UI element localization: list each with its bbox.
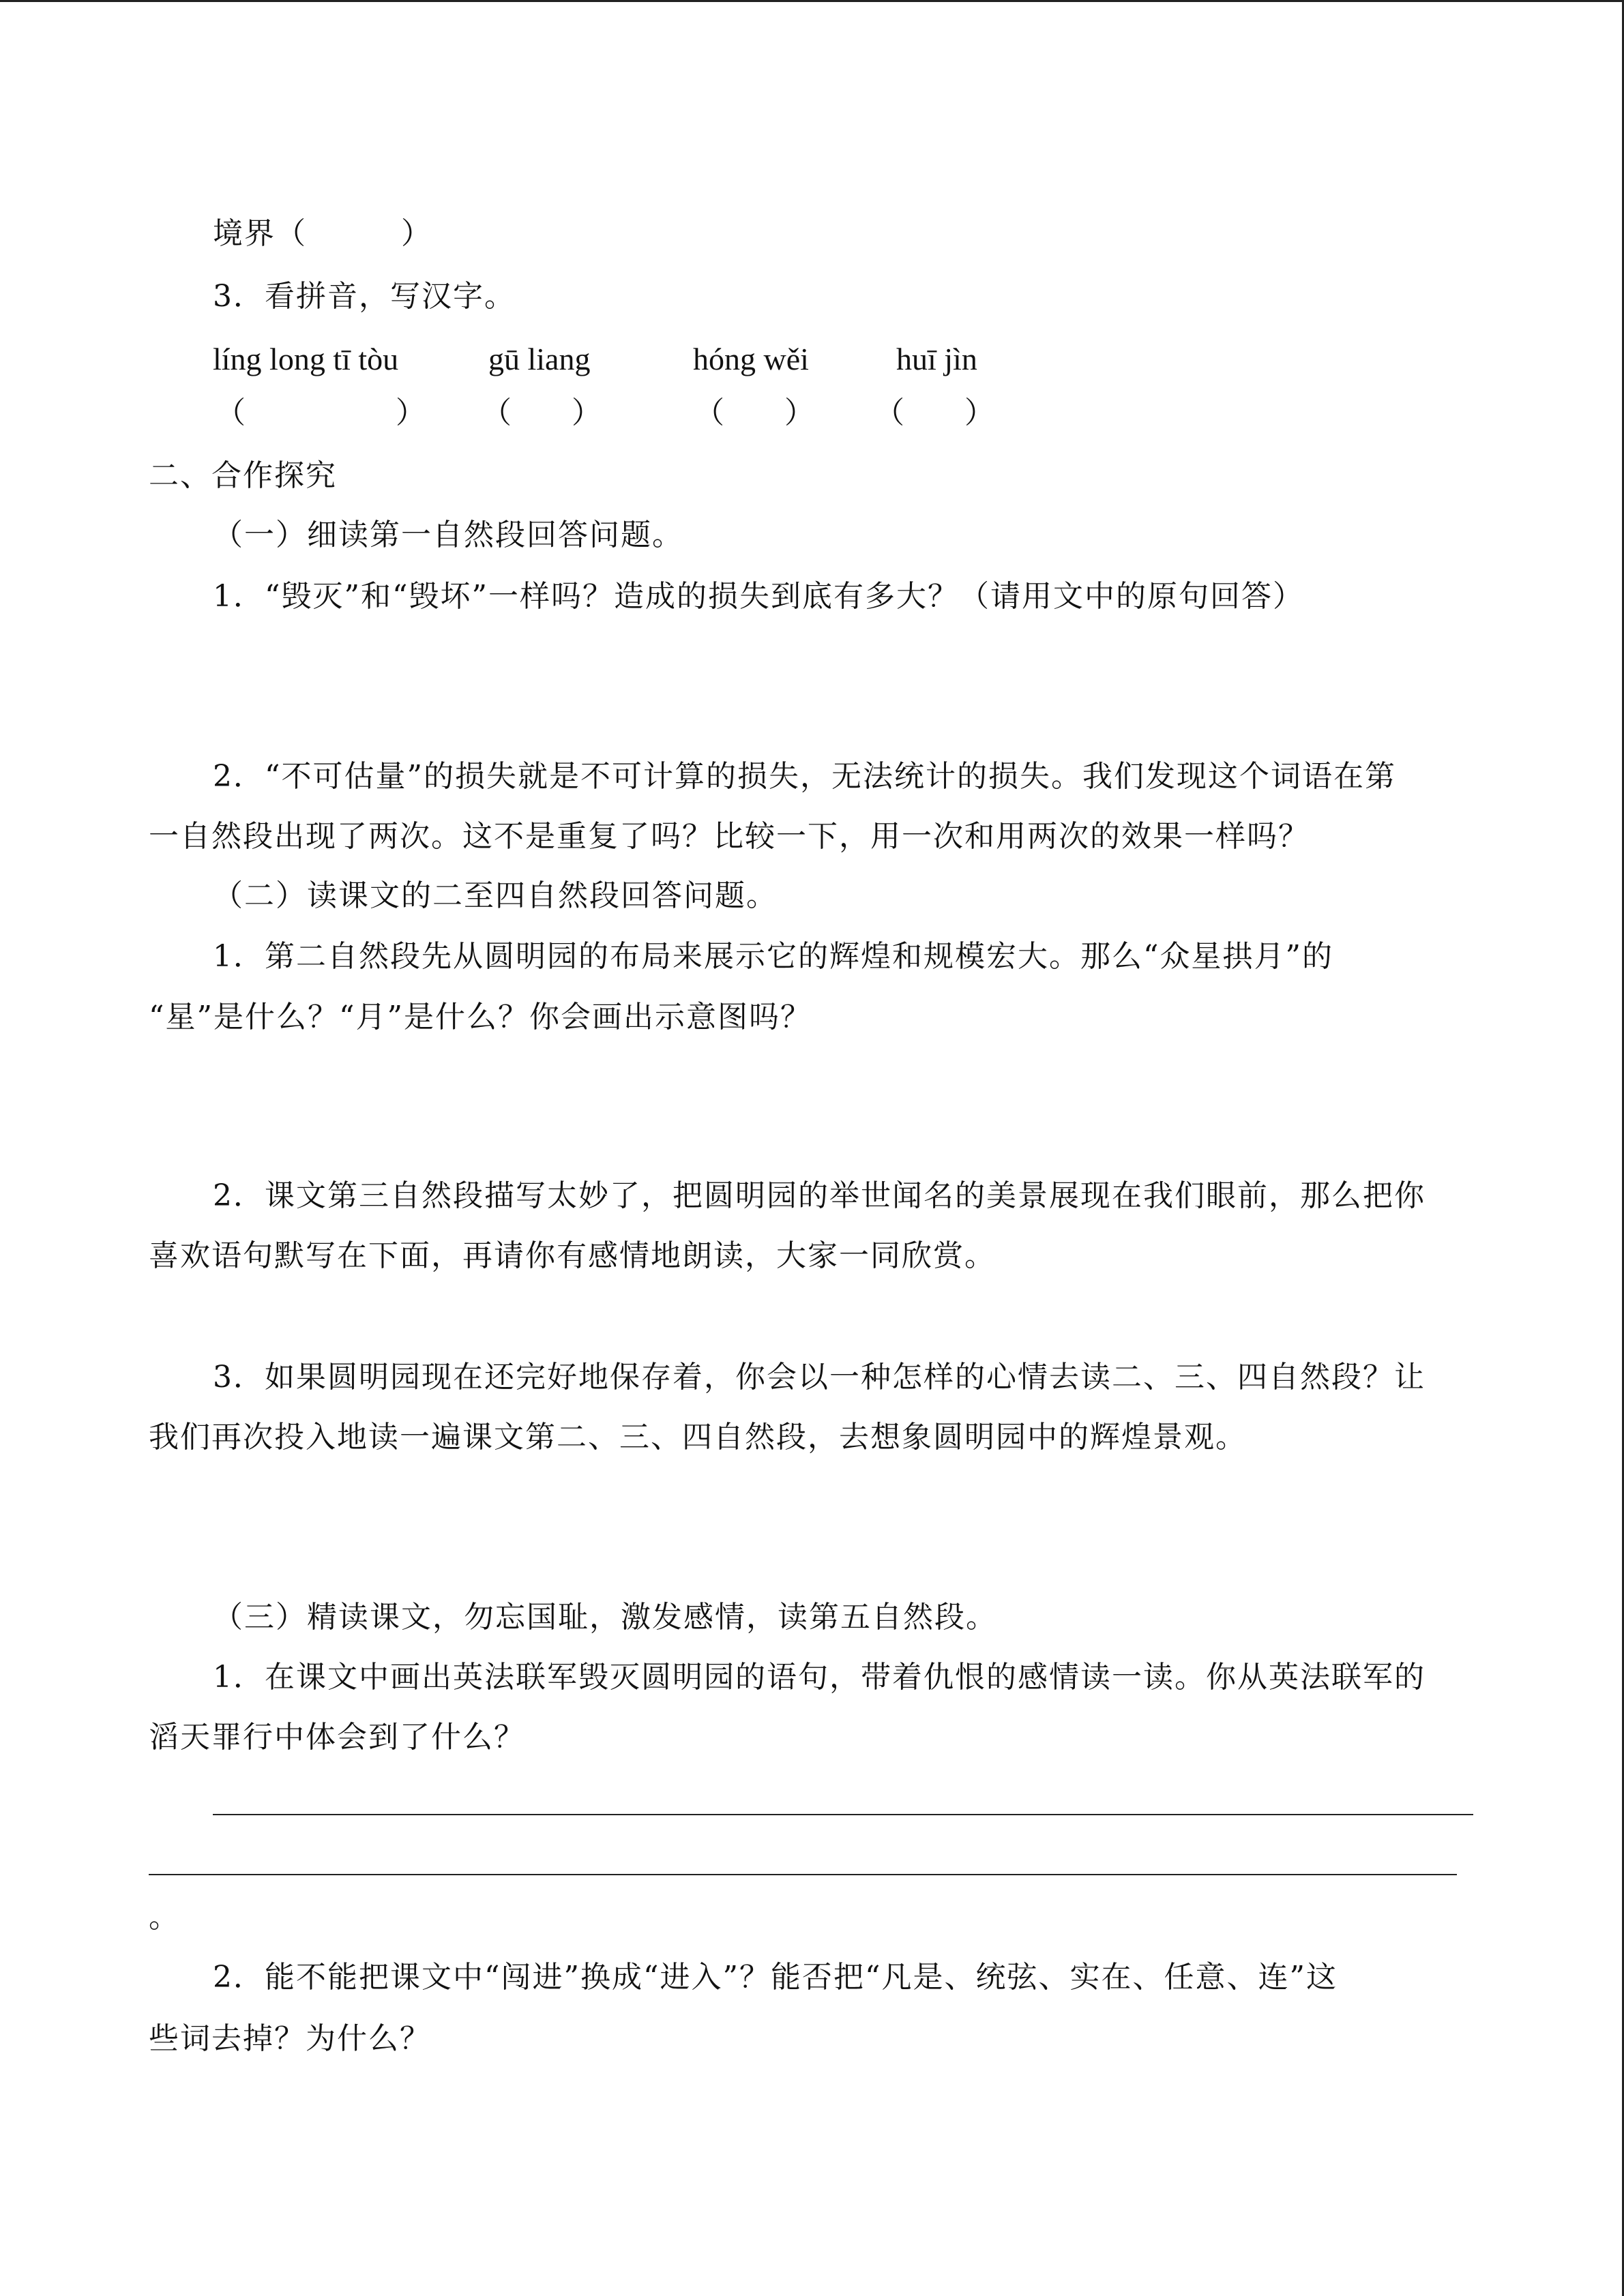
part1-q1: 1．“毁灭”和“毁坏”一样吗？造成的损失到底有多大？（请用文中的原句回答） [213,579,1304,614]
pinyin-1: líng long tī tòu [213,342,399,376]
pinyin-4: huī jìn [896,342,977,376]
answer-paren-3[interactable]: （ ） [694,396,814,430]
part3-q1-line2: 滔天罪行中体会到了什么？ [149,1720,525,1755]
answer-paren-1[interactable]: （ ） [216,396,426,430]
pinyin-3: hóng wěi [693,342,809,376]
pinyin-2: gū liang [488,342,591,376]
part3-q2-line1: 2．能不能把课文中“闯进”换成“进入”？能否把“凡是、统弦、实在、任意、连”这 [213,1960,1338,1995]
part2-q1-line1: 1．第二自然段先从圆明园的布局来展示它的辉煌和规模宏大。那么“众星拱月”的 [213,939,1333,974]
part1-title: （一）细读第一自然段回答问题。 [213,518,683,552]
part2-q1-line2: “星”是什么？“月”是什么？你会画出示意图吗？ [149,1000,812,1034]
part2-title: （二）读课文的二至四自然段回答问题。 [213,878,778,913]
answer-line-2[interactable] [149,1874,1457,1875]
part2-q2-line1: 2．课文第三自然段描写太妙了，把圆明园的举世闻名的美景展现在我们眼前，那么把你 [213,1178,1426,1213]
page-border-top [0,0,1624,2]
part2-q3-line2: 我们再次投入地读一遍课文第二、三、四自然段，去想象圆明园中的辉煌景观。 [149,1420,1247,1455]
answer-paren-2[interactable]: （ ） [482,396,602,430]
answer-period: 。 [149,1900,180,1935]
part1-q2-line1: 2．“不可估量”的损失就是不可计算的损失，无法统计的损失。我们发现这个词语在第 [213,759,1396,794]
part3-q1-line1: 1．在课文中画出英法联军毁灭圆明园的语句，带着仇恨的感情读一读。你从英法联军的 [213,1660,1426,1695]
q3-title: 3．看拼音，写汉字。 [213,279,516,314]
part3-q2-line2: 些词去掉？为什么？ [149,2021,431,2056]
part2-q2-line2: 喜欢语句默写在下面，再请你有感情地朗读，大家一同欣赏。 [149,1238,996,1273]
part3-title: （三）精读课文，勿忘国耻，激发感情，读第五自然段。 [213,1600,997,1635]
line-jingjie: 境界（ ） [213,216,432,251]
part2-q3-line1: 3．如果圆明园现在还完好地保存着，你会以一种怎样的心情去读二、三、四自然段？让 [213,1360,1426,1395]
answer-paren-4[interactable]: （ ） [874,396,994,430]
section-2-title: 二、合作探究 [149,458,337,493]
part1-q2-line2: 一自然段出现了两次。这不是重复了吗？比较一下，用一次和用两次的效果一样吗？ [149,819,1310,854]
answer-line-1[interactable] [213,1814,1473,1815]
